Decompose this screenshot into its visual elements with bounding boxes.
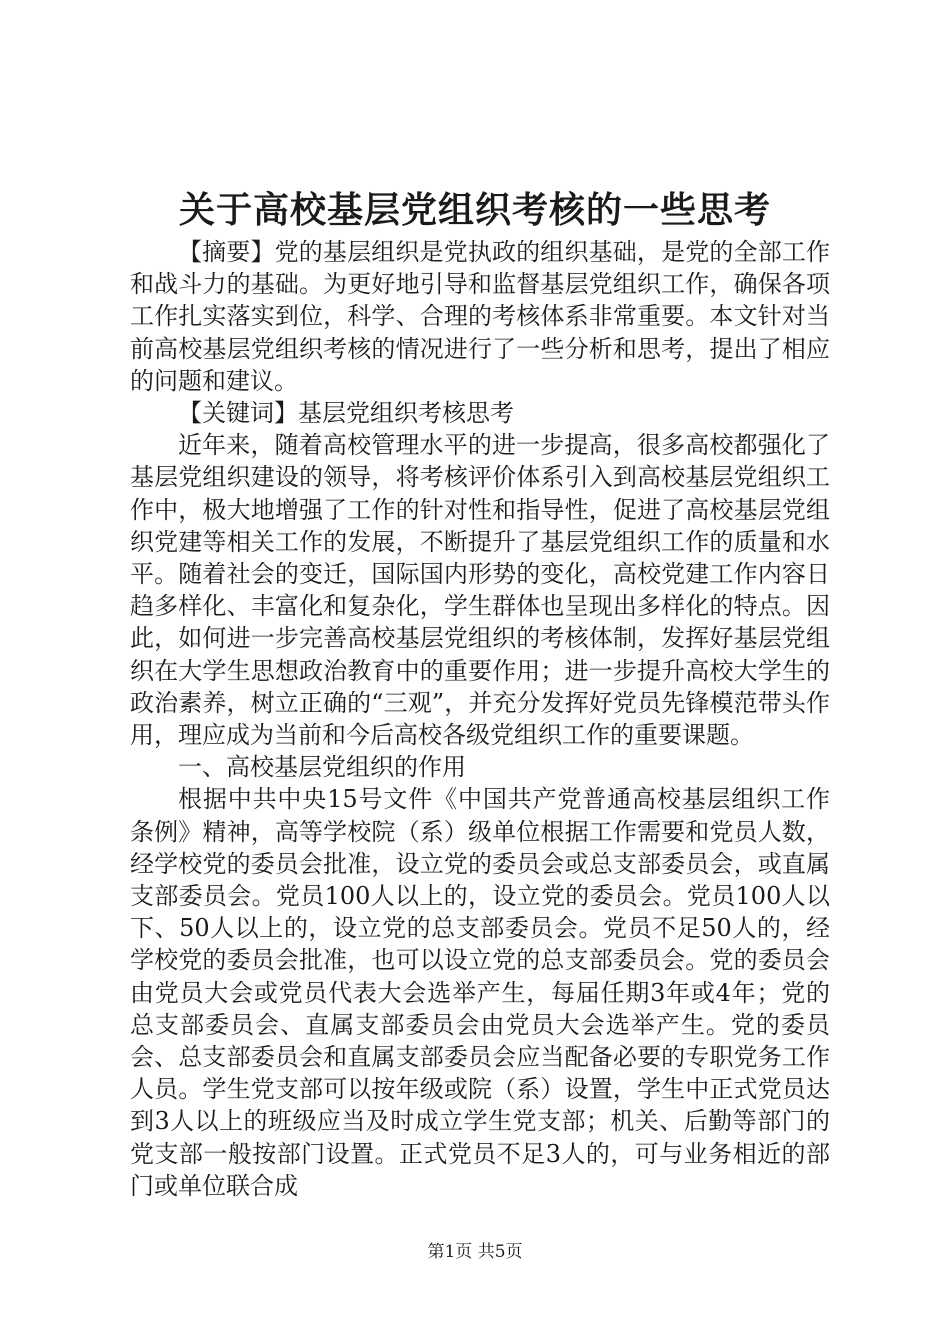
document-title: 关于高校基层党组织考核的一些思考 <box>178 189 771 231</box>
abstract-paragraph: 【摘要】党的基层组织是党执政的组织基础，是党的全部工作和战斗力的基础。为更好地引导和监督基层党组织工作，确保各项工作扎实落实到位，科学、合理的考核体系非常重要。本文针对当前高校基层党组织考核的情况进行了一些分析和思考，提出了相应的问题和建议。 <box>130 238 830 395</box>
page-number-footer: 第1页 共5页 <box>427 1242 523 1262</box>
document-body <box>130 236 830 1202</box>
intro-paragraph: 近年来，随着高校管理水平的进一步提高，很多高校都强化了基层党组织建设的领导，将考核评价体系引入到高校基层党组织工作中，极大地增强了工作的针对性和指导性，促进了高校基层党组织党建等相关工作的发展，不断提升了基层党组织工作的质量和水平。随着社会的变迁，国际国内形势的变化，高校党建工作内容日趋多样化、丰富化和复杂化，学生群体也呈现出多样化的特点。因此，如何进一步完善高校基层党组织的考核体制，发挥好基层党组织在大学生思想政治教育中的重要作用；进一步提升高校大学生的政治素养，树立正确的“三观”，并充分发挥好党员先锋模范带头作用，理应成为当前和今后高校各级党组织工作的重要课题。 <box>130 431 830 750</box>
body-paragraph: 根据中共中央15号文件《中国共产党普通高校基层组织工作条例》精神，高等学校院（系）级单位根据工作需要和党员人数，经学校党的委员会批准，设立党的委员会或总支部委员会，或直属支部委员会。党员100人以上的，设立党的委员会。党员100人以下、50人以上的，设立党的总支部委员会。党员不足50人的，经学校党的委员会批准，也可以设立党的总支部委员会。党的委员会由党员大会或党员代表大会选举产生，每届任期3年或4年；党的总支部委员会、直属支部委员会由党员大会选举产生。党的委员会、总支部委员会和直属支部委员会应当配备必要的专职党务工作人员。学生党支部可以按年级或院（系）设置，学生中正式党员达到3人以上的班级应当及时成立学生党支部；机关、后勤等部门的党支部一般按部门设置。正式党员不足3人的，可与业务相近的部门或单位联合成 <box>130 785 830 1200</box>
section-heading: 一、高校基层党组织的作用 <box>178 753 466 782</box>
keywords-paragraph: 【关键词】基层党组织考核思考 <box>178 399 514 428</box>
